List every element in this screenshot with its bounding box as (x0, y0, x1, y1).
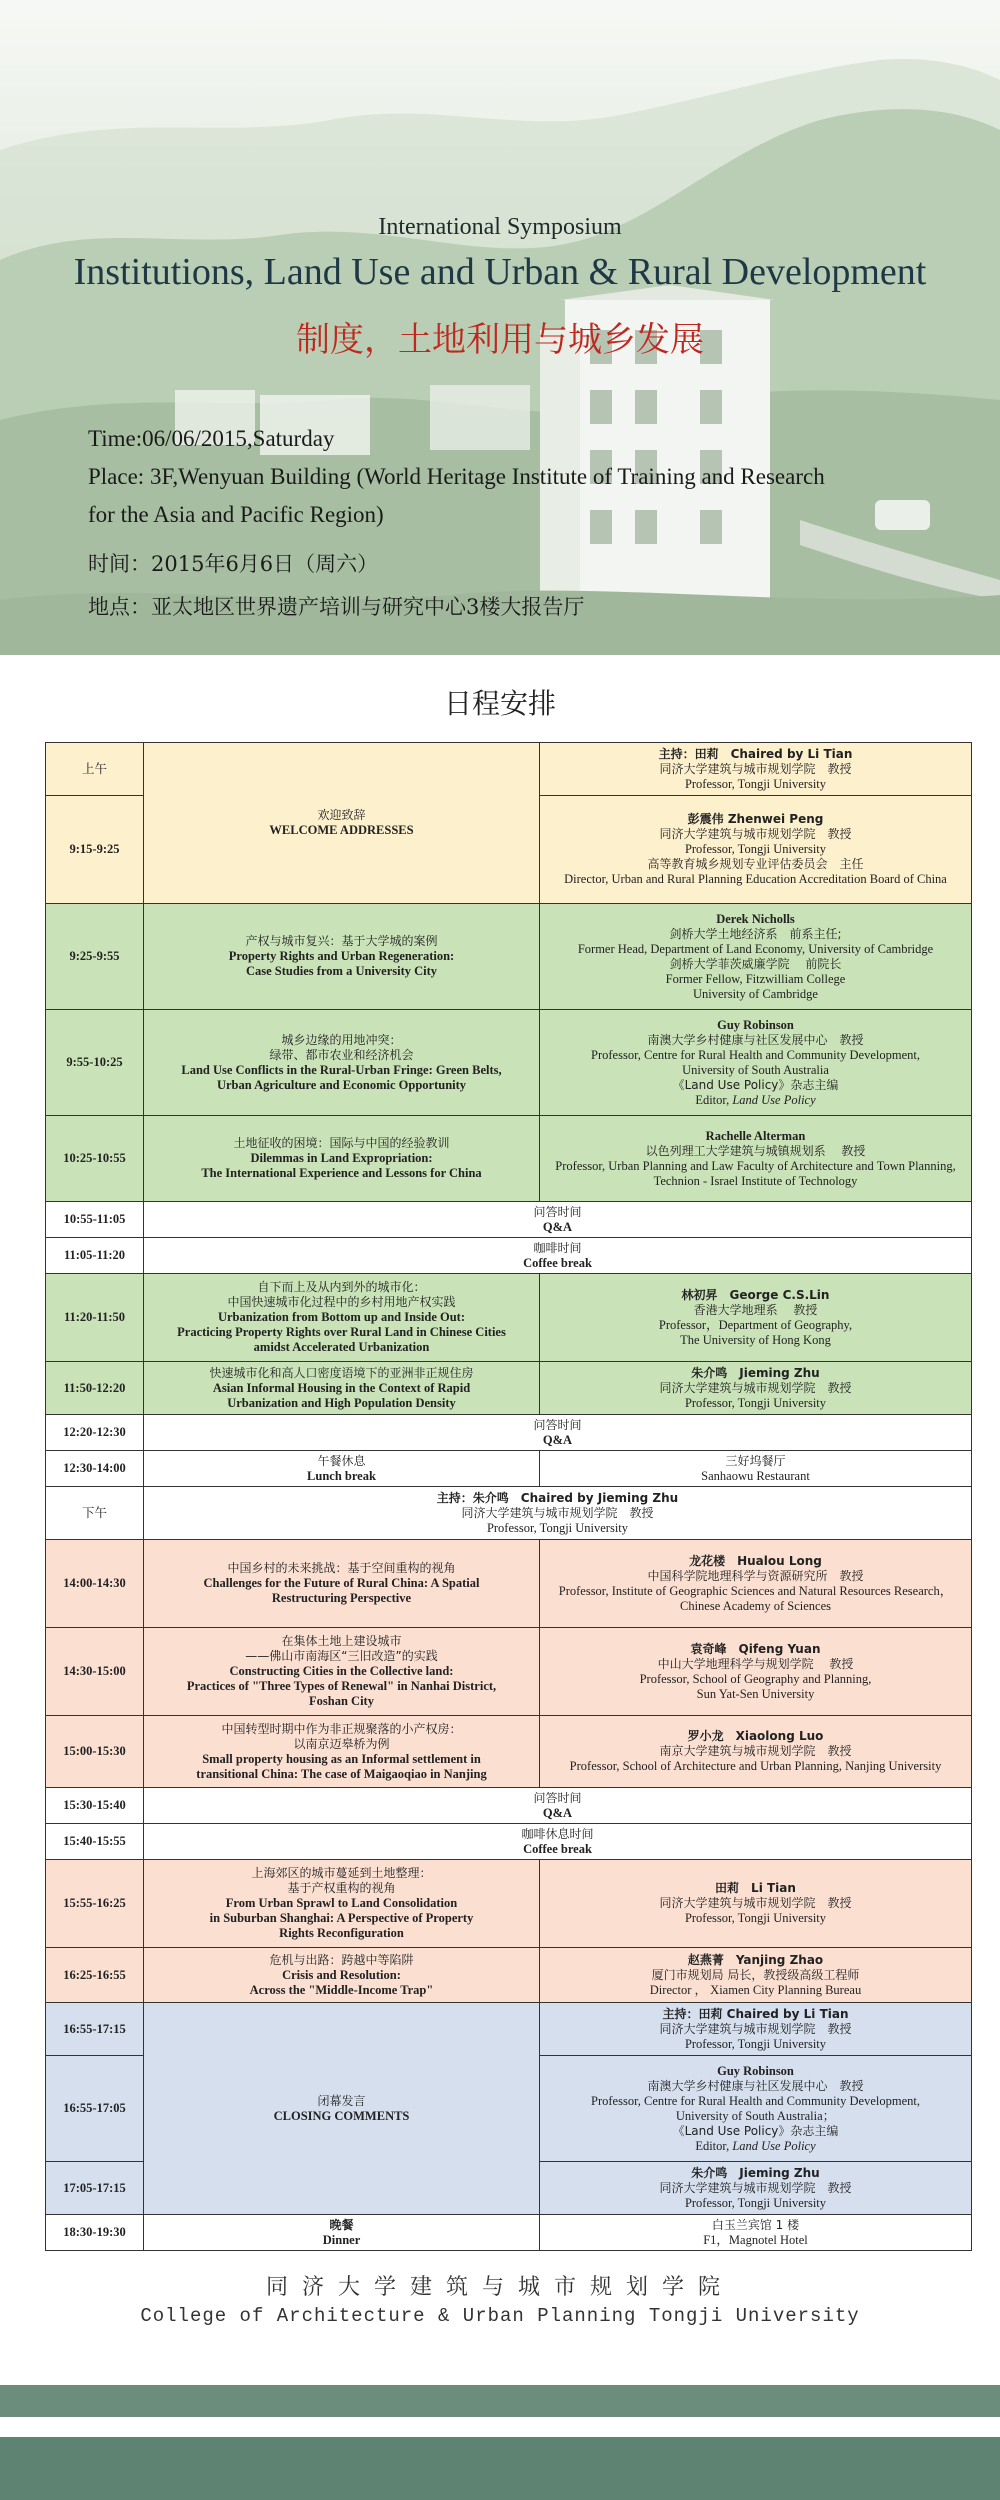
speaker-affil: 厦门市规划局 局长，教授级高级工程师 (651, 1967, 860, 1982)
time-cell: 10:25-10:55 (46, 1116, 144, 1202)
speaker-affil: 《Land Use Policy》杂志主编 (672, 1077, 839, 1092)
chair-cell (144, 1487, 972, 1540)
table-row (46, 1116, 972, 1202)
time-cell: 17:05-17:15 (46, 2162, 144, 2215)
speaker-affil: Professor, Tongji University (684, 2195, 827, 2210)
topic-en: amidst Accelerated Urbanization (253, 1340, 430, 1354)
break-en: Coffee break (523, 1255, 592, 1270)
break-cn: 问答时间 (533, 1204, 582, 1219)
time-cell: 15:55-16:25 (46, 1860, 144, 1948)
speaker-affil: Professor, School of Geography and Planning, (639, 1671, 872, 1686)
session-label-am: 上午 (46, 743, 144, 796)
topic-cn: 城乡边缘的用地冲突： (281, 1032, 402, 1047)
time-cell: 12:20-12:30 (46, 1415, 144, 1451)
topic-en: From Urban Sprawl to Land Consolidation (225, 1896, 458, 1910)
lunch-place-cn: 三好坞餐厅 (725, 1453, 786, 1468)
topic-cell (144, 1860, 540, 1948)
chair-name: 主持：朱介鸣 Chaired by Jieming Zhu (436, 1490, 679, 1505)
break-cell (144, 1202, 972, 1238)
table-row (46, 1788, 972, 1824)
topic-cell (144, 1010, 540, 1116)
topic-en: Small property housing as an Informal settlement in (202, 1751, 481, 1766)
topic-cell (144, 1948, 540, 2003)
dinner-cell (144, 2215, 540, 2251)
dinner-place-en: F1，Magnotel Hotel (703, 2232, 808, 2247)
topic-cn: 基于产权重构的视角 (287, 1881, 396, 1895)
break-cn: 咖啡休息时间 (521, 1826, 594, 1841)
time-cell: 16:25-16:55 (46, 1948, 144, 2003)
chair-name: 主持：田莉 Chaired by Li Tian (658, 746, 853, 761)
topic-en: Practices of "Three Types of Renewal" in Nanhai District, (186, 1679, 497, 1693)
topic-cn: 产权与城市复兴：基于大学城的案例 (245, 934, 438, 948)
topic-en: Rights Reconfiguration (279, 1926, 404, 1940)
speaker-affil: Professor，Department of Geography, (658, 1317, 853, 1332)
speaker-cell (540, 1948, 972, 2003)
speaker-affil: 香港大学地理系 教授 (693, 1302, 818, 1317)
topic-cn: 绿带、都市农业和经济机会 (269, 1047, 414, 1062)
chair-cell (540, 743, 972, 796)
break-cell (144, 1415, 972, 1451)
topic-cn: 上海郊区的城市蔓延到土地整理： (251, 1866, 432, 1880)
event-time-en: Time:06/06/2015,Saturday (88, 426, 335, 451)
event-place-en-line1: Place: 3F,Wenyuan Building (World Heritage Institute of Training and Research (88, 464, 825, 489)
time-cell: 16:55-17:15 (46, 2003, 144, 2056)
topic-cn: 在集体土地上建设城市 (281, 1634, 402, 1648)
speaker-affil: 同济大学建筑与城市规划学院 教授 (659, 1380, 852, 1395)
time-cell: 12:30-14:00 (46, 1451, 144, 1487)
dinner-place-cn: 白玉兰宾馆 1 楼 (711, 2217, 800, 2232)
speaker-affil: 同济大学建筑与城市规划学院 教授 (659, 2180, 852, 2195)
lunch-place-cell (540, 1451, 972, 1487)
topic-en: The International Experience and Lessons for China (201, 1166, 482, 1180)
speaker-affil: Professor, Tongji University (684, 1911, 827, 1925)
footer-college-cn: 同济大学建筑与城市规划学院 (265, 2275, 734, 2300)
break-en: Coffee break (523, 1841, 592, 1856)
speaker-affil: Professor, Tongji University (684, 842, 827, 856)
topic-cn: 中国快速城市化过程中的乡村用地产权实践 (227, 1295, 456, 1309)
topic-en: Constructing Cities in the Collective land: (229, 1664, 454, 1678)
speaker-affil: 同济大学建筑与城市规划学院 教授 (659, 1896, 852, 1910)
chair-affil-en: Professor, Tongji University (486, 1520, 629, 1535)
speaker-affil: Professor, Centre for Rural Health and Community Development, (591, 1047, 920, 1062)
chair-affil-cn: 同济大学建筑与城市规划学院 教授 (659, 761, 852, 776)
speaker-affil: University of South Australia； (675, 2108, 836, 2123)
break-cell (144, 1788, 972, 1824)
speaker-name: 林初昇 George C.S.Lin (681, 1287, 830, 1302)
speaker-affil: Director ， Xiamen City Planning Bureau (649, 1982, 862, 1997)
speaker-affil: 剑桥大学菲茨威廉学院 前院长 (669, 956, 842, 971)
symposium-title-cn: 制度，土地利用与城乡发展 (296, 320, 704, 360)
speaker-affil: 高等教育城乡规划专业评估委员会 主任 (647, 857, 864, 871)
topic-en: Asian Informal Housing in the Context of Rapid (212, 1380, 471, 1395)
speaker-affil: Sun Yat-Sen University (696, 1686, 815, 1701)
speaker-name: 袁奇峰 Qifeng Yuan (690, 1641, 821, 1656)
table-row (46, 1716, 972, 1788)
speaker-cell (540, 1362, 972, 1415)
speaker-cell (540, 1010, 972, 1116)
event-place-cn: 地点：亚太地区世界遗产培训与研究中心3楼大报告厅 (88, 595, 585, 619)
break-cn: 问答时间 (533, 1790, 582, 1805)
topic-en: Challenges for the Future of Rural China: A Spatial (203, 1576, 480, 1590)
speaker-name: 赵燕菁 Yanjing Zhao (687, 1952, 824, 1967)
speaker-affil: Chinese Academy of Sciences (680, 1598, 831, 1613)
topic-cell (144, 1716, 540, 1788)
table-row (46, 904, 972, 1010)
speaker-cell (540, 796, 972, 904)
lunch-en: Lunch break (307, 1468, 376, 1483)
topic-en: Property Rights and Urban Regeneration: (228, 949, 455, 963)
table-row (46, 1451, 972, 1487)
topic-en: Land Use Conflicts in the Rural-Urban Fringe: Green Belts, (181, 1062, 502, 1077)
closing-cn: 闭幕发言 (317, 2093, 366, 2108)
chair-affil-cn: 同济大学建筑与城市规划学院 教授 (461, 1505, 654, 1520)
speaker-affil: 南京大学建筑与城市规划学院 教授 (659, 1744, 852, 1758)
topic-cell (144, 1540, 540, 1628)
table-row (46, 1415, 972, 1451)
break-en: Q&A (542, 1219, 573, 1234)
break-cell (144, 1824, 972, 1860)
table-row (46, 1860, 972, 1948)
topic-cn: 快速城市化和高人口密度语境下的亚洲非正规住房 (209, 1365, 474, 1380)
topic-cell (144, 1362, 540, 1415)
speaker-cell (540, 904, 972, 1010)
speaker-name: 朱介鸣 Jieming Zhu (691, 1365, 820, 1380)
speaker-affil: 同济大学建筑与城市规划学院 教授 (659, 827, 852, 841)
speaker-name: 田莉 Li Tian (715, 1881, 796, 1895)
lunch-place-en: Sanhaowu Restaurant (701, 1468, 810, 1483)
break-cn: 咖啡时间 (533, 1240, 582, 1255)
speaker-cell (540, 1116, 972, 1202)
speaker-affil: University of Cambridge (693, 986, 818, 1001)
speaker-affil: University of South Australia (682, 1062, 829, 1077)
time-cell: 9:55-10:25 (46, 1010, 144, 1116)
speaker-name: Guy Robinson (717, 1017, 794, 1032)
time-cell: 9:15-9:25 (46, 796, 144, 904)
speaker-affil: 南澳大学乡村健康与社区发展中心 教授 (647, 2078, 864, 2093)
topic-cn: 危机与出路：跨越中等陷阱 (269, 1952, 414, 1967)
event-time-cn: 时间：2015年6月6日（周六） (88, 552, 379, 576)
time-cell: 9:25-9:55 (46, 904, 144, 1010)
topic-en: Foshan City (309, 1694, 374, 1708)
table-row (46, 1487, 972, 1540)
time-cell: 14:30-15:00 (46, 1628, 144, 1716)
time-cell: 11:20-11:50 (46, 1274, 144, 1362)
footer-band-bottom (0, 2437, 1000, 2500)
topic-cell (144, 904, 540, 1010)
speaker-name: 彭震伟 Zhenwei Peng (687, 812, 824, 826)
topic-cn: 欢迎致辞 (317, 808, 366, 822)
topic-en: Restructuring Perspective (271, 1591, 412, 1605)
speaker-affil: Former Fellow, Fitzwilliam College (665, 971, 846, 986)
speaker-affil: 南澳大学乡村健康与社区发展中心 教授 (647, 1032, 864, 1047)
speaker-cell (540, 2056, 972, 2162)
topic-cn: 中国转型时期中作为非正规聚落的小产权房： (221, 1721, 462, 1736)
topic-cell (144, 1628, 540, 1716)
symposium-label: International Symposium (378, 214, 622, 240)
topic-cn: 以南京迈皋桥为例 (293, 1736, 390, 1751)
break-en: Q&A (542, 1432, 573, 1447)
break-en: Q&A (542, 1805, 573, 1820)
table-row (46, 1824, 972, 1860)
table-row (46, 1948, 972, 2003)
speaker-cell (540, 2003, 972, 2056)
speaker-name: 朱介鸣 Jieming Zhu (691, 2165, 820, 2180)
break-cn: 问答时间 (533, 1417, 582, 1432)
chair-affil-en: Professor, Tongji University (684, 776, 827, 791)
topic-cn: 自下而上及从内到外的城市化： (257, 1280, 426, 1294)
table-row (46, 1010, 972, 1116)
speaker-name: 主持：田莉 Chaired by Li Tian (662, 2006, 849, 2021)
speaker-cell (540, 1628, 972, 1716)
speaker-affil: Professor, Tongji University (684, 1395, 827, 1410)
lunch-cn: 午餐休息 (317, 1453, 366, 1468)
topic-en: Urbanization from Bottom up and Inside Out: (217, 1310, 466, 1324)
footer-college-en: College of Architecture & Urban Planning Tongji University (140, 2305, 860, 2327)
topic-en: WELCOME ADDRESSES (269, 823, 414, 837)
time-cell: 11:50-12:20 (46, 1362, 144, 1415)
topic-en: Urban Agriculture and Economic Opportunity (216, 1077, 467, 1092)
speaker-affil (544, 2139, 967, 2154)
journal-name: Land Use Policy (732, 1092, 816, 1107)
event-place-en-line2: for the Asia and Pacific Region) (88, 502, 384, 527)
dinner-place-cell (540, 2215, 972, 2251)
table-row (46, 2215, 972, 2251)
time-cell: 18:30-19:30 (46, 2215, 144, 2251)
dinner-cn: 晚餐 (329, 2217, 354, 2232)
schedule-table (45, 742, 972, 2251)
speaker-affil: 中山大学地理科学与规划学院 教授 (657, 1656, 854, 1671)
time-cell: 15:40-15:55 (46, 1824, 144, 1860)
speaker-name: 罗小龙 Xiaolong Luo (687, 1729, 824, 1743)
speaker-affil: Former Head, Department of Land Economy, University of Cambridge (577, 941, 934, 956)
schedule-title: 日程安排 (443, 687, 556, 720)
table-row (46, 1362, 972, 1415)
table-row (46, 1628, 972, 1716)
topic-cell (144, 1116, 540, 1202)
topic-en: Practicing Property Rights over Rural Land in Chinese Cities (177, 1325, 506, 1339)
speaker-affil: Professor, Tongji University (684, 2036, 827, 2051)
time-cell: 14:00-14:30 (46, 1540, 144, 1628)
session-label-pm: 下午 (46, 1487, 144, 1540)
editor-label: Editor, (695, 1092, 733, 1107)
table-row (46, 743, 972, 796)
lunch-cell (144, 1451, 540, 1487)
speaker-cell (540, 1274, 972, 1362)
speaker-name: Rachelle Alterman (705, 1128, 806, 1143)
speaker-affil (544, 1093, 967, 1108)
hero-text-layer (0, 0, 1000, 655)
speaker-affil: 《Land Use Policy》杂志主编 (672, 2123, 839, 2138)
table-row (46, 1540, 972, 1628)
speaker-affil: 以色列理工大学建筑与城镇规划系 教授 (645, 1143, 866, 1158)
speaker-affil: The University of Hong Kong (680, 1332, 831, 1347)
table-row (46, 1202, 972, 1238)
table-row (46, 1238, 972, 1274)
time-cell: 15:30-15:40 (46, 1788, 144, 1824)
time-cell: 10:55-11:05 (46, 1202, 144, 1238)
speaker-affil: 同济大学建筑与城市规划学院 教授 (659, 2021, 852, 2036)
footer-band-top (0, 2385, 1000, 2417)
topic-cell (144, 1274, 540, 1362)
speaker-affil: Professor, Urban Planning and Law Faculty of Architecture and Town Planning, (555, 1158, 956, 1173)
speaker-affil: Director, Urban and Rural Planning Education Accreditation Board of China (564, 872, 947, 886)
speaker-name: Guy Robinson (717, 2063, 794, 2078)
topic-cell (144, 743, 540, 904)
table-row (46, 2003, 972, 2056)
topic-en: Across the "Middle-Income Trap" (249, 1982, 434, 1997)
speaker-affil: Technion - Israel Institute of Technology (653, 1173, 858, 1188)
speaker-name: Derek Nicholls (716, 911, 795, 926)
speaker-cell (540, 2162, 972, 2215)
dinner-en: Dinner (322, 2232, 361, 2247)
time-cell: 11:05-11:20 (46, 1238, 144, 1274)
topic-en: in Suburban Shanghai: A Perspective of Property (209, 1911, 474, 1925)
symposium-title-en: Institutions, Land Use and Urban & Rural Development (73, 251, 927, 293)
speaker-affil: Professor, School of Architecture and Urban Planning, Nanjing University (569, 1759, 942, 1773)
closing-en: CLOSING COMMENTS (273, 2108, 410, 2123)
speaker-affil: Professor, Institute of Geographic Sciences and Natural Resources Research， (558, 1583, 953, 1598)
event-place-en (88, 458, 968, 534)
speaker-cell (540, 1860, 972, 1948)
speaker-cell (540, 1716, 972, 1788)
time-cell: 15:00-15:30 (46, 1716, 144, 1788)
closing-cell (144, 2003, 540, 2215)
topic-cn: ——佛山市南海区“三旧改造”的实践 (245, 1649, 438, 1663)
topic-cn: 中国乡村的未来挑战：基于空间重构的视角 (227, 1561, 456, 1575)
hero-banner (0, 0, 1000, 655)
speaker-affil: 剑桥大学土地经济系 前系主任; (669, 926, 842, 941)
topic-en: Case Studies from a University City (245, 964, 438, 978)
topic-en: Dilemmas in Land Expropriation: (250, 1151, 433, 1165)
speaker-affil: Professor, Centre for Rural Health and Community Development, (591, 2093, 920, 2108)
journal-name: Land Use Policy (732, 2138, 816, 2153)
topic-cn: 土地征收的困境：国际与中国的经验教训 (233, 1136, 450, 1150)
time-cell: 16:55-17:05 (46, 2056, 144, 2162)
break-cell (144, 1238, 972, 1274)
editor-label: Editor, (695, 2138, 733, 2153)
speaker-name: 龙花楼 Hualou Long (689, 1553, 822, 1568)
topic-en: transitional China: The case of Maigaoqiao in Nanjing (196, 1766, 487, 1781)
speaker-affil: 中国科学院地理科学与资源研究所 教授 (647, 1568, 864, 1583)
topic-en: Crisis and Resolution: (282, 1967, 401, 1982)
speaker-cell (540, 1540, 972, 1628)
table-row (46, 1274, 972, 1362)
topic-en: Urbanization and High Population Density (227, 1395, 456, 1410)
